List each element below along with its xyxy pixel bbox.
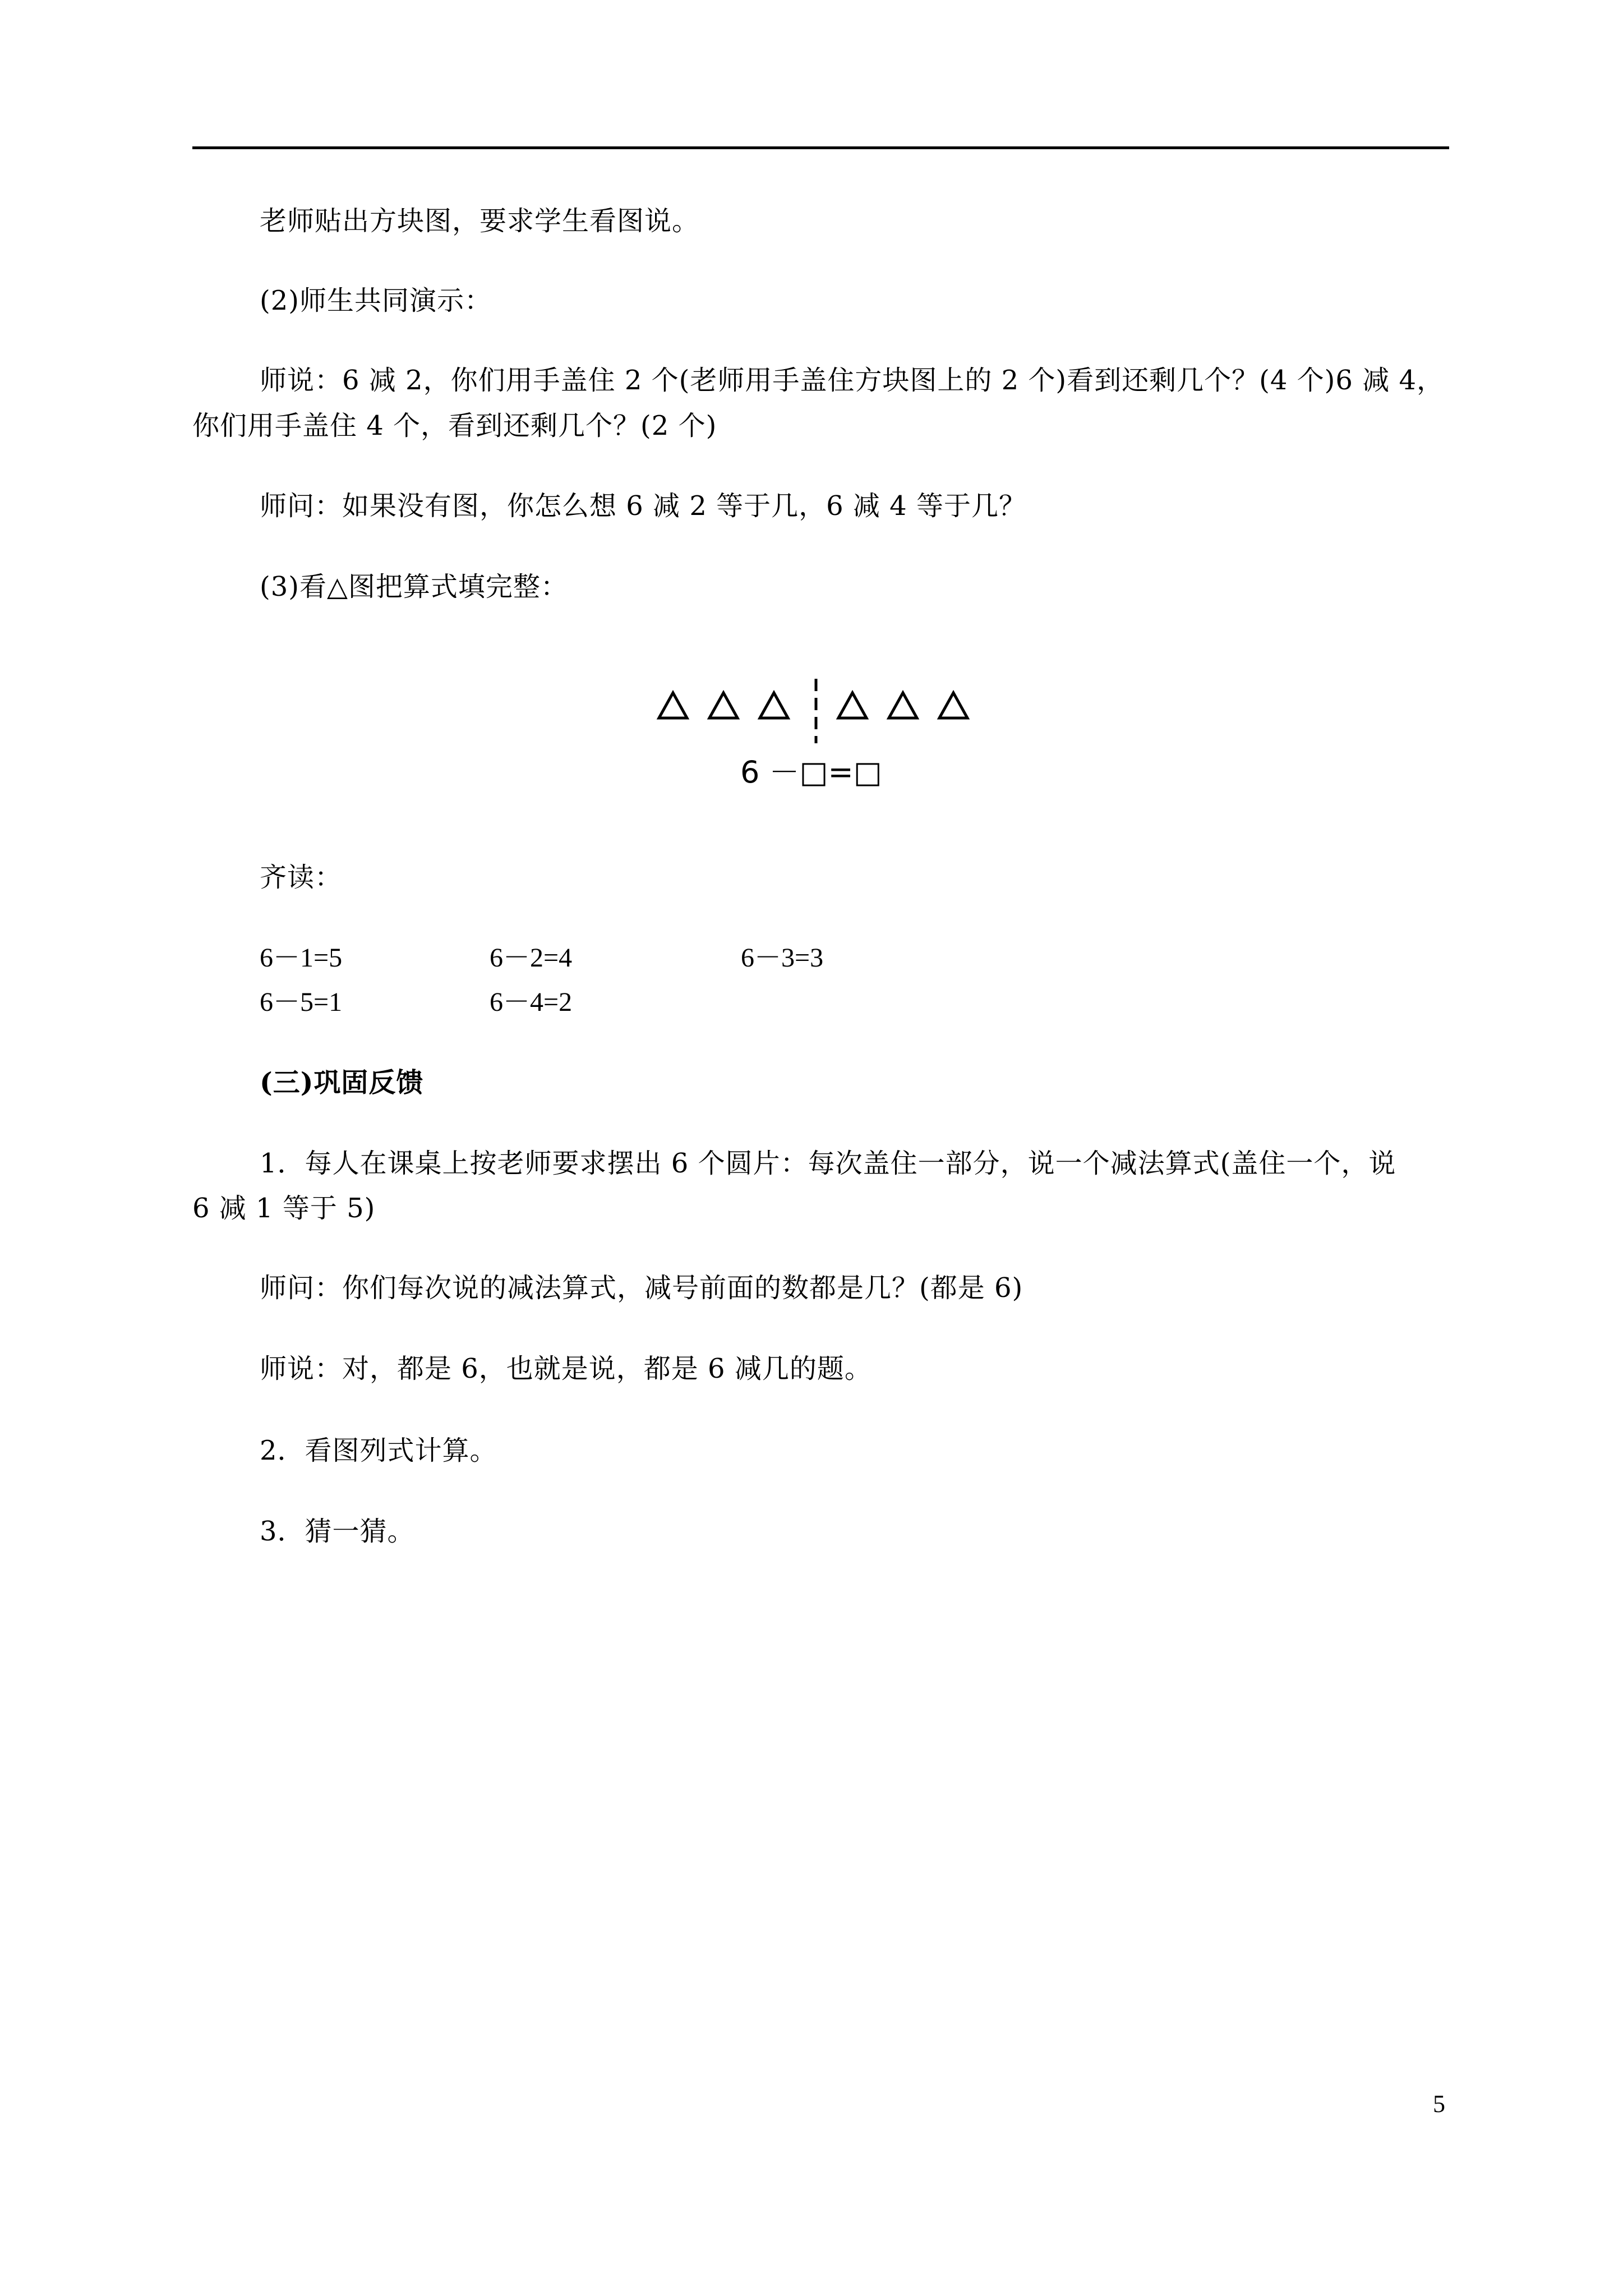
- equation: 6－5=1: [260, 987, 343, 1017]
- paragraph-teacher-posts: 老师贴出方块图，要求学生看图说。: [260, 205, 700, 237]
- question-1-line2: 6 减 1 等于 5): [192, 1193, 376, 1224]
- paragraph-teacher-asks-2: 师问：你们每次说的减法算式，减号前面的数都是几？(都是 6): [260, 1272, 1023, 1304]
- equation: 6－4=2: [490, 987, 573, 1017]
- paragraph-read-together: 齐读：: [260, 862, 343, 893]
- fill-equation: 6 －□=□: [740, 754, 882, 790]
- triangle-shape: [760, 693, 788, 718]
- page-number: 5: [1433, 2090, 1445, 2118]
- triangle-shape: [939, 693, 967, 718]
- header-rule: [192, 146, 1449, 149]
- triangle-figure: [645, 670, 993, 805]
- section-heading-consolidation: (三)巩固反馈: [260, 1067, 424, 1098]
- triangle-shape: [838, 693, 866, 718]
- triangle-shape: [709, 693, 737, 718]
- paragraph-teacher-says-line1: 师说：6 减 2，你们用手盖住 2 个(老师用手盖住方块图上的 2 个)看到还剩几个？(4 个)6 减 4，: [260, 365, 1445, 396]
- paragraph-teacher-says-2: 师说：对，都是 6，也就是说，都是 6 减几的题。: [260, 1353, 872, 1384]
- question-1-line1: 1．每人在课桌上按老师要求摆出 6 个圆片：每次盖住一部分，说一个减法算式(盖住一个，说: [260, 1148, 1396, 1179]
- triangle-shape: [889, 693, 917, 718]
- paragraph-teacher-asks: 师问：如果没有图，你怎么想 6 减 2 等于几，6 减 4 等于几？: [260, 490, 1026, 522]
- triangle-shape: [659, 693, 687, 718]
- paragraph-fill-equation: (3)看△图把算式填完整：: [260, 571, 568, 602]
- question-2: 2．看图列式计算。: [260, 1435, 497, 1466]
- paragraph-teacher-says-line2: 你们用手盖住 4 个，看到还剩几个？(2 个): [192, 410, 717, 441]
- triangle-diagram: [645, 670, 993, 805]
- equation: 6－2=4: [490, 943, 573, 973]
- paragraph-demo-heading: (2)师生共同演示：: [260, 285, 492, 316]
- equation: 6－1=5: [260, 943, 343, 973]
- question-3: 3．猜一猜。: [260, 1516, 415, 1547]
- equation: 6－3=3: [741, 943, 824, 973]
